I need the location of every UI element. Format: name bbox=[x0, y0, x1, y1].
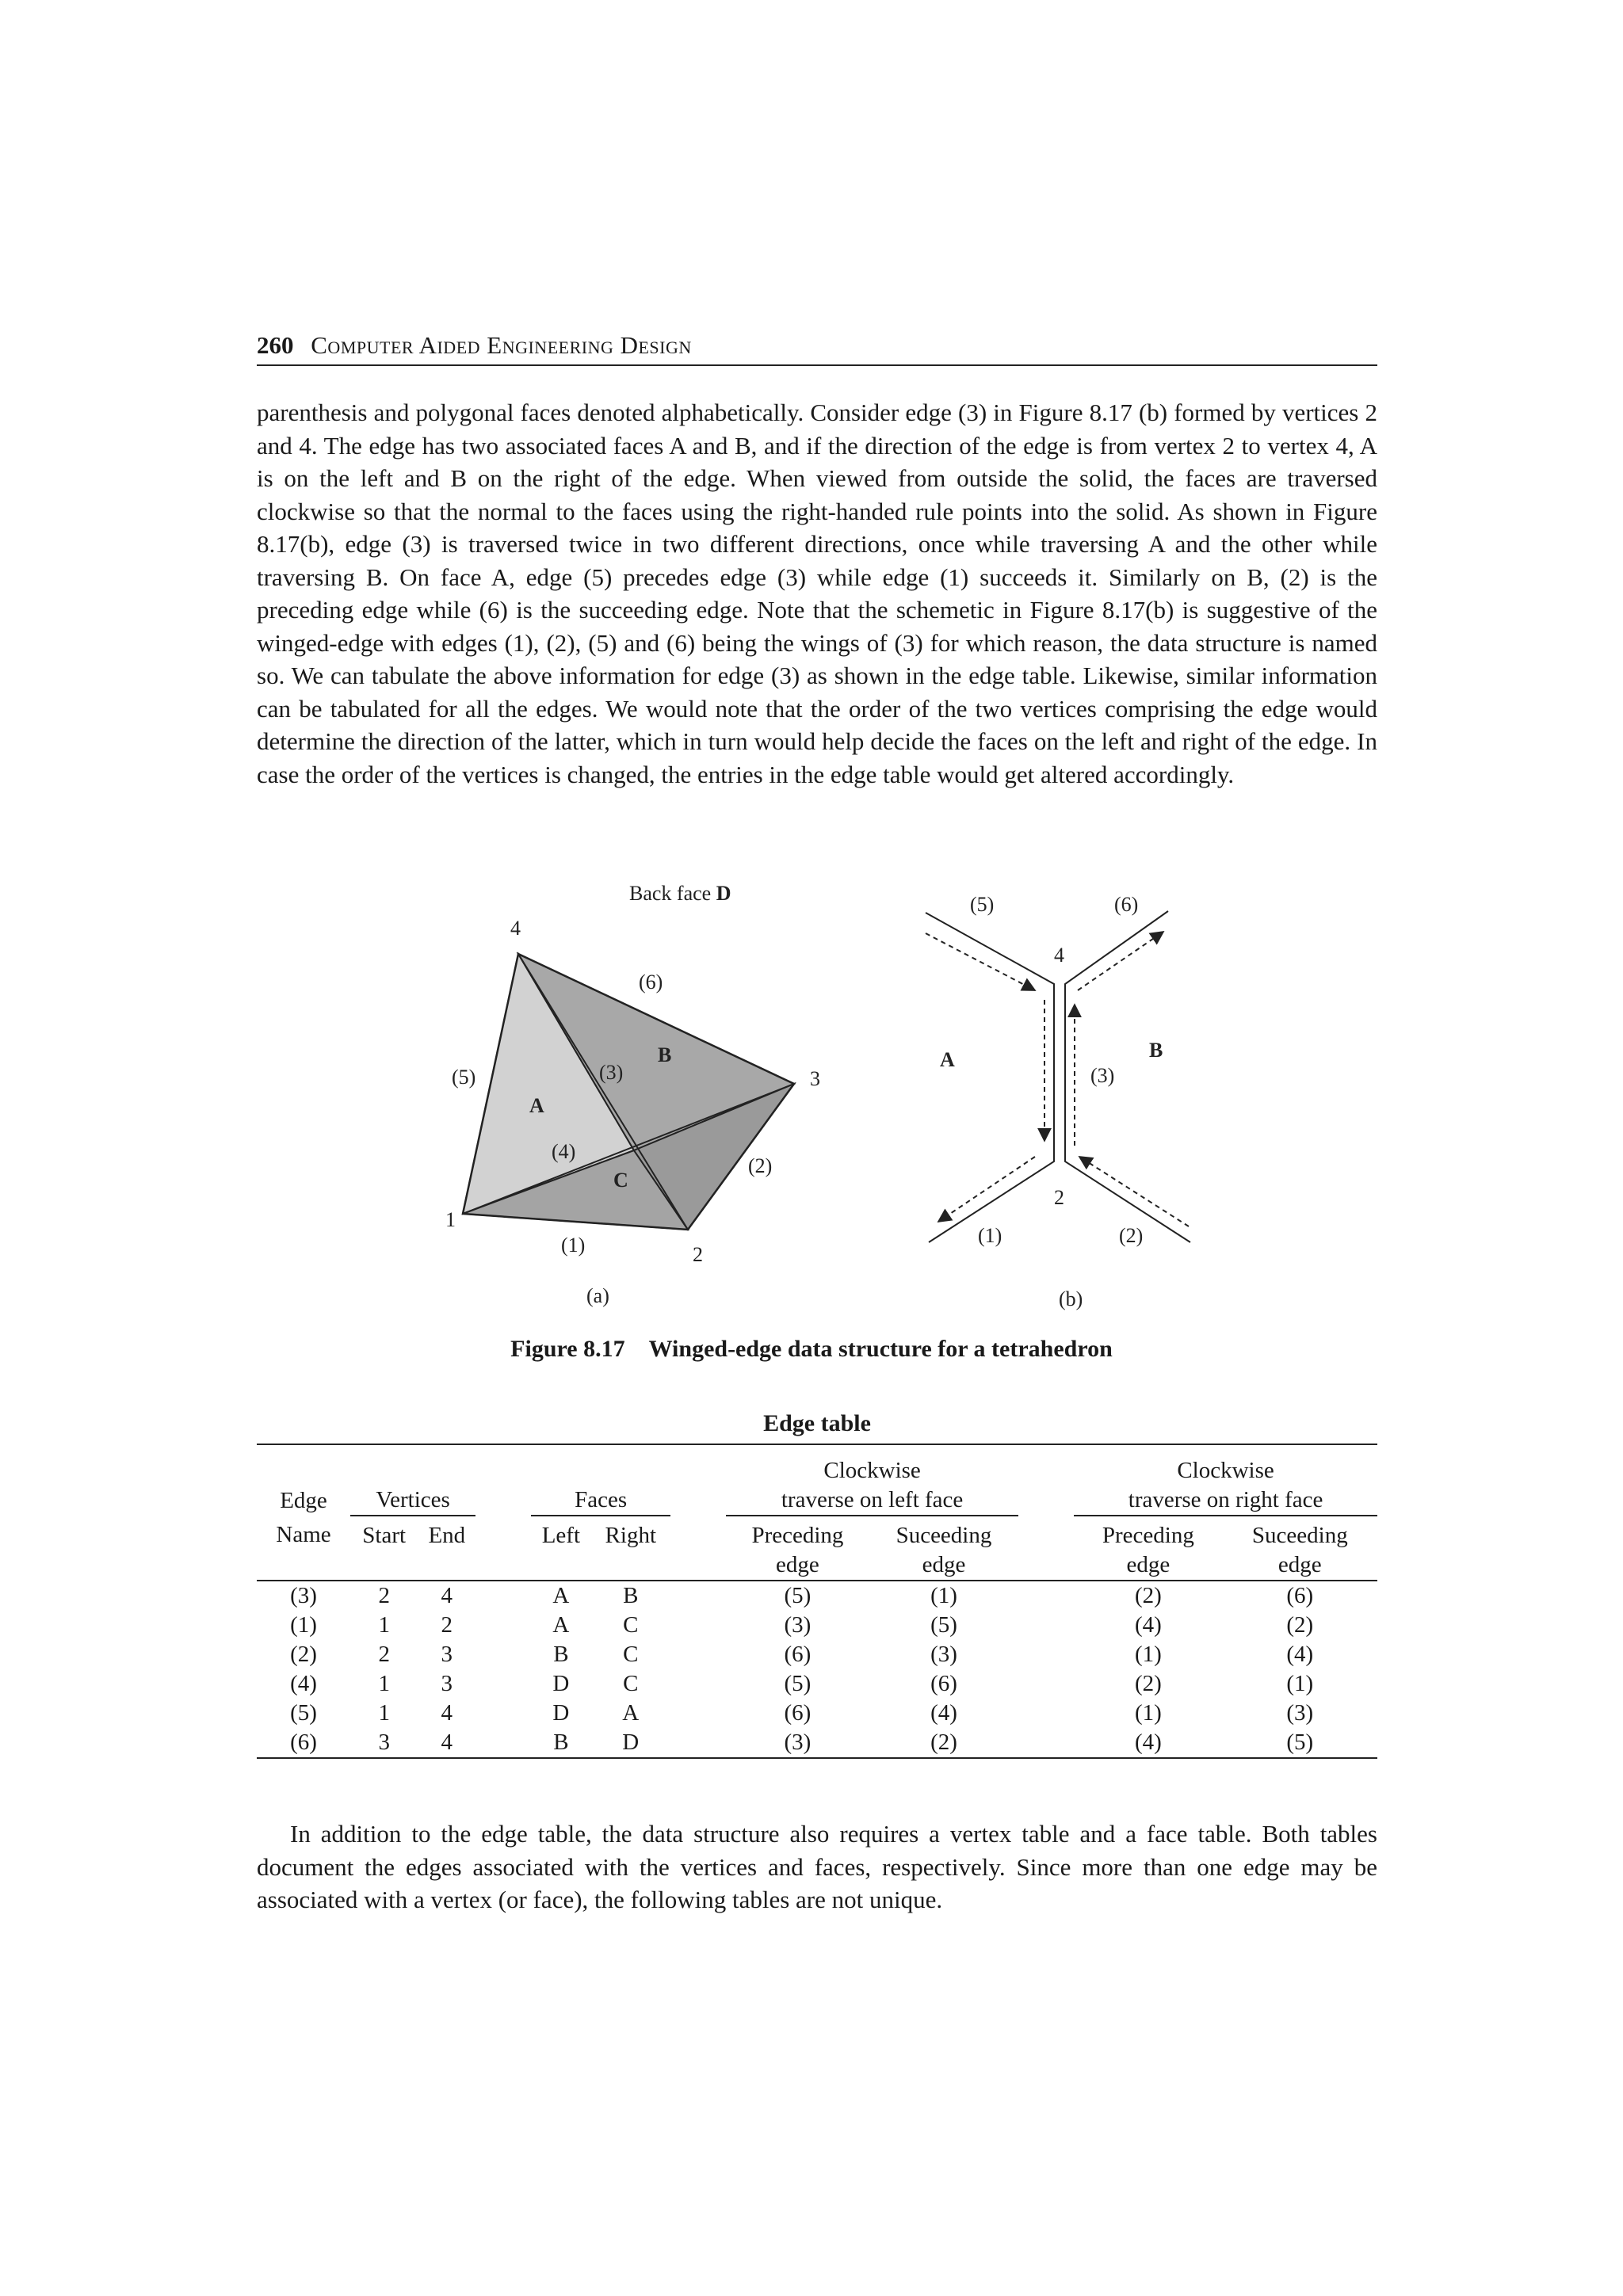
header-faces: Faces bbox=[531, 1486, 670, 1516]
back-face-label: Back face D bbox=[629, 882, 731, 905]
edge-3-label: (3) bbox=[599, 1061, 624, 1084]
header-edge: Edge bbox=[280, 1487, 327, 1513]
caption-text: Winged-edge data structure for a tetrahedron bbox=[648, 1336, 1113, 1362]
header-clockwise-left: Clockwise bbox=[823, 1458, 921, 1483]
header-left: Left bbox=[531, 1516, 590, 1581]
header-right-preceding: Preceding edge bbox=[1074, 1516, 1222, 1581]
header-right-succeeding: Suceeding edge bbox=[1223, 1516, 1377, 1581]
wing-5-label: (5) bbox=[970, 893, 995, 916]
header-clockwise-right: Clockwise bbox=[1177, 1458, 1274, 1483]
header-right: Right bbox=[591, 1516, 671, 1581]
vertex-4-label: 4 bbox=[510, 917, 521, 940]
edge-5-label: (5) bbox=[452, 1066, 476, 1089]
table-row: (5) 1 4 D A (6) (4) (1) (3) bbox=[290, 1700, 1314, 1726]
figure-caption bbox=[0, 1336, 1623, 1363]
face-c-label: C bbox=[613, 1169, 628, 1192]
table-row: (1) 1 2 A C (3) (5) (4) (2) bbox=[290, 1612, 1314, 1638]
wing-edge-3-label: (3) bbox=[1090, 1064, 1115, 1087]
panel-a-tetrahedron bbox=[445, 882, 820, 1307]
arrow-edge-5 bbox=[926, 933, 1035, 990]
header-start: Start bbox=[350, 1516, 418, 1581]
vertex-1-label: 1 bbox=[445, 1208, 456, 1231]
upper-right-wing bbox=[1065, 911, 1190, 1242]
header-left-succeeding: Suceeding edge bbox=[869, 1516, 1018, 1581]
vertex-3-label: 3 bbox=[810, 1067, 820, 1090]
vertex-2-label: 2 bbox=[693, 1243, 703, 1266]
upper-left-wing bbox=[926, 913, 1054, 1242]
edge-1-label: (1) bbox=[561, 1234, 586, 1257]
table-row: (3) 2 4 A B (5) (1) (2) (6) bbox=[290, 1583, 1314, 1608]
body-paragraph-2: In addition to the edge table, the data structure also requires a vertex table and a face table. Both tables document the edges associated with the vertices and faces, respectively. Since more than one edge may be associated with a vertex (or face), the following tables are not unique. bbox=[257, 1820, 1377, 1913]
page-number: 260 bbox=[257, 331, 294, 359]
caption-number: Figure 8.17 bbox=[510, 1336, 625, 1362]
wing-vertex-2-label: 2 bbox=[1054, 1186, 1064, 1209]
header-vertices: Vertices bbox=[350, 1486, 475, 1516]
table-row: (6) 3 4 B D (3) (2) (4) (5) bbox=[290, 1730, 1314, 1755]
edge-4-label: (4) bbox=[552, 1140, 576, 1163]
book-title: Computer Aided Engineering Design bbox=[311, 331, 692, 359]
panel-a-sublabel: (a) bbox=[586, 1284, 609, 1307]
header-left-face: traverse on left face bbox=[726, 1486, 1018, 1516]
edge-table-title: Edge table bbox=[763, 1410, 871, 1436]
table-row: (4) 1 3 D C (5) (6) (2) (1) bbox=[290, 1671, 1314, 1696]
panel-b-sublabel: (b) bbox=[1059, 1287, 1083, 1310]
arrow-edge-6 bbox=[1078, 932, 1163, 990]
table-header-row-2 bbox=[257, 1486, 1377, 1516]
arrow-edge-2 bbox=[1079, 1157, 1189, 1226]
wing-2-label: (2) bbox=[1119, 1224, 1144, 1247]
header-right-face: traverse on right face bbox=[1074, 1486, 1377, 1516]
table-row: (2) 2 3 B C (6) (3) (1) (4) bbox=[290, 1642, 1314, 1667]
header-end: End bbox=[418, 1516, 475, 1581]
edge-6-label: (6) bbox=[639, 971, 663, 994]
wing-1-label: (1) bbox=[978, 1224, 1002, 1247]
face-b-label: B bbox=[658, 1043, 672, 1066]
wing-face-a-label: A bbox=[940, 1048, 955, 1071]
wing-face-b-label: B bbox=[1149, 1039, 1163, 1062]
edge-table bbox=[257, 1444, 1377, 1759]
arrow-edge-1 bbox=[938, 1157, 1035, 1222]
table-header-row-1 bbox=[257, 1444, 1377, 1486]
face-a-label: A bbox=[529, 1094, 544, 1117]
header-left-preceding: Preceding edge bbox=[726, 1516, 869, 1581]
body-paragraph-1: parenthesis and polygonal faces denoted alphabetically. Consider edge (3) in Figure 8.17 (b) formed by vertices 2 and 4. The edge has two associated faces A and B, and if the direction of the edge is from vertex 2 to vertex 4, A is on the left and B on the right of the edge. When viewed from outside the solid, the faces are traversed clockwise so that the normal to the faces using the right-handed rule points into the solid. As shown in Figure 8.17(b), edge (3) is traversed twice in two different directions, once while traversing A and the other while traversing B. On face A, edge (5) precedes edge (3) while edge (1) succeeds it. Similarly on B, (2) is the preceding edge while (6) is the succeeding edge. Note that the schemetic in Figure 8.17(b) is suggestive of the winged-edge with edges (1), (2), (5) and (6) being the wings of (3) for which reason, the data structure is named so. We can tabulate the above information for edge (3) as shown in the edge table. Likewise, similar information can be tabulated for all the edges. We would note that the order of the two vertices comprising the edge would determine the direction of the latter, which in turn would help decide the faces on the left and right of the edge. In case the order of the vertices is changed, the entries in the edge table would get altered accordingly. bbox=[257, 399, 1377, 788]
header-name: Name bbox=[257, 1516, 350, 1581]
wing-vertex-4-label: 4 bbox=[1054, 944, 1064, 967]
wing-6-label: (6) bbox=[1114, 893, 1139, 916]
table-header-row-3 bbox=[257, 1516, 1377, 1581]
edge-2-label: (2) bbox=[748, 1154, 773, 1177]
